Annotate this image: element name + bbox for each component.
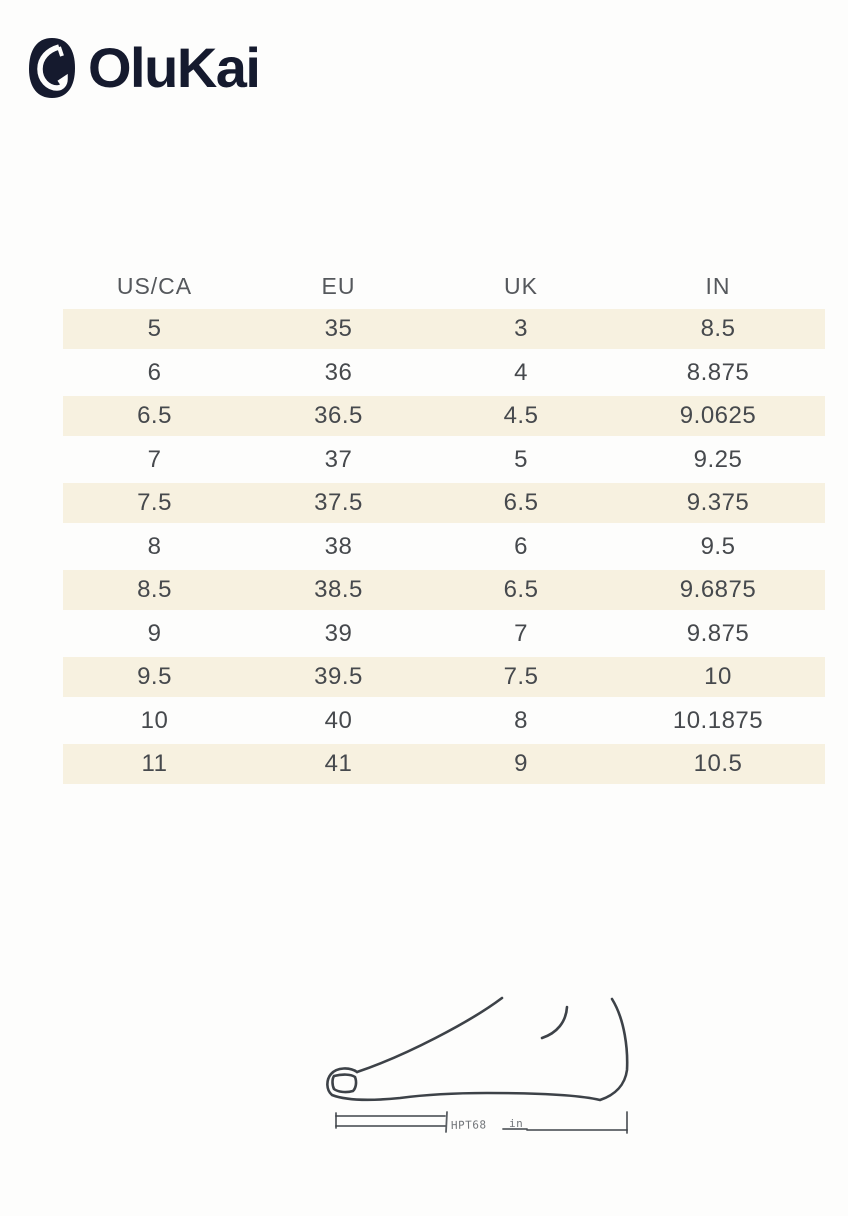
size-row [63, 483, 825, 523]
size-cell: 40 [324, 706, 353, 734]
size-row [63, 523, 825, 570]
size-row [63, 610, 825, 657]
measurement-scribble-label: HPT68 [450, 1118, 487, 1132]
size-row [63, 744, 825, 784]
size-cell: 9.6875 [679, 576, 757, 603]
size-chart-header [63, 263, 825, 309]
size-cell: 9.0625 [679, 402, 757, 429]
size-cell: 6.5 [503, 489, 539, 516]
size-chart-body [63, 309, 825, 784]
size-cell: 4 [514, 358, 528, 386]
size-cell: 8 [514, 706, 528, 734]
measurement-label-bracket [446, 1112, 447, 1132]
ankle-crease-line [542, 1007, 567, 1038]
size-cell: 38 [324, 532, 353, 560]
size-cell: 39.5 [314, 663, 363, 690]
toenail-outline [333, 1075, 357, 1092]
size-cell: 8.5 [700, 315, 736, 342]
size-cell: 9 [514, 750, 528, 777]
size-cell: 7 [147, 445, 162, 473]
fish-hook-logo-icon [26, 36, 78, 100]
size-cell: 38.5 [314, 576, 363, 603]
foot-sketch [320, 990, 640, 1150]
size-row [63, 657, 825, 697]
size-cell: 35 [324, 315, 353, 342]
size-cell: 7 [514, 619, 528, 647]
size-cell: 36.5 [314, 402, 363, 429]
size-row [63, 436, 825, 483]
size-cell: 5 [147, 315, 162, 342]
column-header-eu: EU [321, 272, 356, 299]
size-cell: 9.875 [686, 619, 750, 647]
size-cell: 6.5 [503, 576, 539, 603]
size-cell: 8.5 [137, 576, 172, 603]
size-row [63, 570, 825, 610]
size-chart-table [63, 263, 825, 784]
column-header-uk: UK [504, 272, 538, 299]
header-row [63, 263, 825, 309]
size-cell: 7.5 [137, 489, 172, 516]
size-cell: 10.1875 [672, 706, 764, 734]
foot-measurement-illustration [320, 990, 640, 1150]
size-cell: 7.5 [503, 663, 539, 690]
size-cell: 9.375 [686, 489, 750, 516]
brand-header [26, 36, 259, 100]
size-cell: 39 [324, 619, 353, 647]
size-cell: 5 [514, 445, 528, 473]
size-cell: 4.5 [503, 402, 539, 429]
size-cell: 11 [141, 750, 168, 777]
size-row [63, 697, 825, 744]
measurement-unit-label: in [509, 1117, 524, 1130]
size-cell: 3 [514, 315, 528, 342]
size-cell: 9 [147, 619, 162, 647]
size-cell: 10 [140, 706, 169, 734]
size-cell: 6.5 [137, 402, 172, 429]
column-header-us-ca: US/CA [116, 272, 193, 299]
size-cell: 10 [704, 663, 732, 690]
size-cell: 9.5 [137, 663, 172, 690]
size-row [63, 396, 825, 436]
brand-logo-text: OluKai [88, 36, 260, 99]
column-header-in: IN [705, 272, 731, 299]
size-cell: 10.5 [693, 750, 743, 777]
size-cell: 37 [324, 445, 353, 473]
foot-instep-line [357, 998, 502, 1072]
size-cell: 8 [147, 532, 162, 560]
size-row [63, 349, 825, 396]
size-cell: 6 [147, 358, 162, 386]
size-cell: 37.5 [314, 489, 363, 516]
size-cell: 41 [324, 750, 353, 777]
size-row [63, 309, 825, 349]
size-cell: 9.5 [700, 532, 736, 560]
size-cell: 6 [514, 532, 528, 560]
size-cell: 8.875 [686, 358, 750, 386]
size-cell: 36 [324, 358, 353, 386]
size-cell: 9.25 [693, 445, 743, 473]
